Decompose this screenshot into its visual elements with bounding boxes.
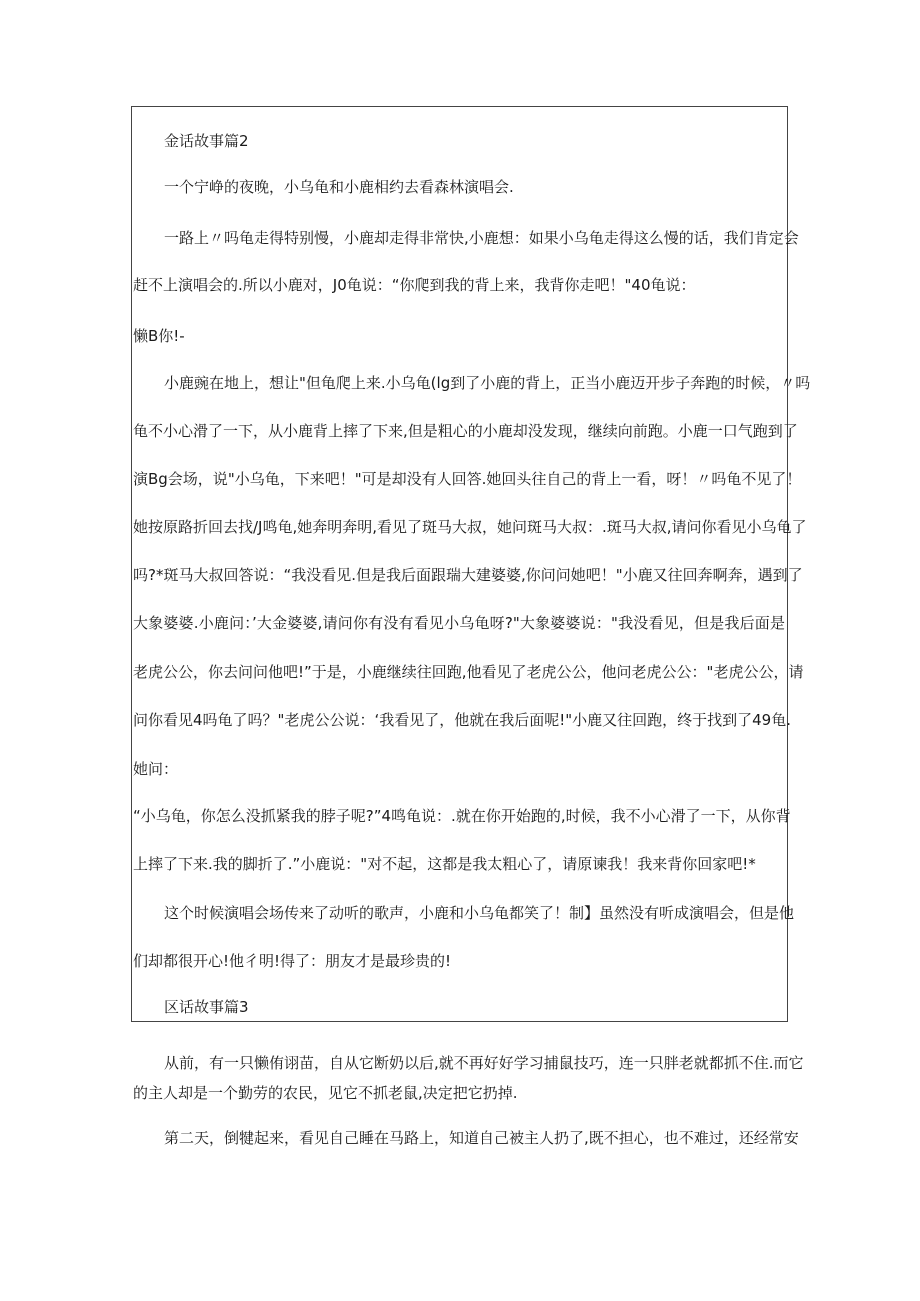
paragraph-line: 她问：	[133, 760, 179, 778]
paragraph-line: 这个时候演唱会场传来了动听的歌声，小鹿和小乌龟都笑了！制】虽然没有听成演唱会，但是他	[164, 904, 795, 922]
paragraph-line: 她按原路折回去找/J鸣龟,她奔明奔明,看见了斑马大叔，她问斑马大叔：.斑马大叔,请问你看见小乌龟了	[133, 518, 807, 536]
paragraph-line: 问你看见4吗龟了吗？"老虎公公说：‘我看见了，他就在我后面呢!"小鹿又往回跑，终于找到了49龟.	[133, 711, 791, 729]
paragraph-line: 懒B你!-	[133, 327, 185, 345]
paragraph-line: 第二天，倒犍起来，看见自己睡在马路上，知道自己被主人扔了,既不担心，也不难过，还经常安	[164, 1129, 799, 1147]
paragraph-line: 从前，有一只懒侑诩苗，自从它断奶以后,就不再好好学习捕鼠技巧，连一只胖老就都抓不住.而它	[164, 1054, 804, 1072]
paragraph-line: 一个宁峥的夜晚，小乌龟和小鹿相约去看森林演唱会.	[164, 178, 514, 196]
paragraph-line: 演Bg会场，说"小乌龟，下来吧！"可是却没有人回答.她回头往自己的背上一看，呀！〃吗龟不见了！	[133, 470, 802, 488]
paragraph-line: 一路上〃吗龟走得特别慢，小鹿却走得非常快,小鹿想：如果小乌龟走得这么慢的话，我们肯定会	[164, 229, 799, 247]
paragraph-line: 大象婆婆.小鹿问：’大金婆婆,请问你有没有看见小乌龟呀?"大象婆婆说："我没看见，但是我后面是	[133, 614, 785, 632]
paragraph-line: 赶不上演唱会的.所以小鹿对，J0龟说：“你爬到我的背上来，我背你走吧！"40龟说：	[133, 276, 696, 294]
section-title-story-3: 区话故事篇3	[164, 998, 249, 1016]
paragraph-line: 龟不小心滑了一下，从小鹿背上摔了下来,但是粗心的小鹿却没发现，继续向前跑。小鹿一口气跑到了	[133, 422, 798, 440]
paragraph-line: 老虎公公，你去问问他吧!”于是，小鹿继续往回跑,他看见了老虎公公，他问老虎公公："老虎公公，请	[133, 663, 804, 681]
paragraph-line: “小乌龟，你怎么没抓紧我的脖子呢?”4鸣龟说：.就在你开始跑的,时候，我不小心滑了一下，从你背	[133, 807, 791, 825]
paragraph-line: 小鹿豌在地上，想让"但龟爬上来.小乌龟(lg到了小鹿的背上，正当小鹿迈开步子奔跑的时候，〃吗	[164, 374, 811, 392]
paragraph-line: 上摔了下来.我的脚折了.”小鹿说："对不起，这都是我太粗心了，请原谏我！我来背你回家吧!*	[133, 855, 756, 873]
section-title-story-2: 金话故事篇2	[164, 132, 249, 150]
paragraph-line: 们却都很开心!他彳明!得了：朋友才是最珍贵的!	[133, 952, 452, 970]
paragraph-line: 的主人却是一个勤劳的农民，见它不抓老鼠,决定把它扔掉.	[133, 1084, 518, 1102]
paragraph-line: 吗?*斑马大叔回答说：“我没看见.但是我后面跟瑞大建婆婆,你问问她吧！"小鹿又往回奔啊奔，遇到了	[133, 566, 803, 584]
